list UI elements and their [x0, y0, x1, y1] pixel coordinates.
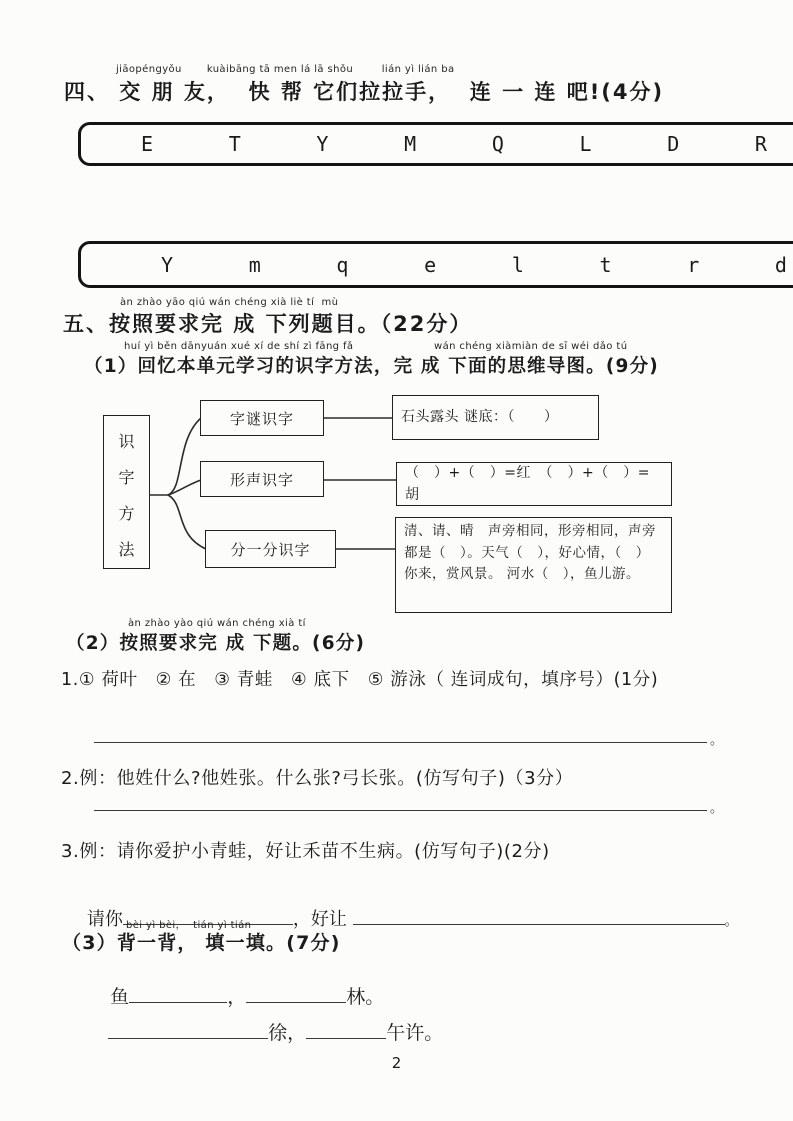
question5-1-heading: （1）回忆本单元学习的识字方法，完 成 下面的思维导图。(9分): [84, 356, 659, 377]
question5-1-pinyin-a: huí yì běn dānyuán xué xí de shí zì fāng fǎ: [124, 341, 354, 352]
mindmap-answer-2-text: （ ）+（ ）=红 （ ）+（ ）=胡: [405, 464, 650, 503]
mindmap-answer-box-1: [392, 395, 599, 440]
question5-3-heading: （3）背一背， 填一填。(7分): [62, 932, 341, 954]
mindmap-answer-box-3: [395, 517, 672, 613]
item-3-text: 3.例：请你爱护小青蛙，好让禾苗不生病。(仿写句子)(2分): [61, 841, 550, 862]
letter: l: [511, 252, 524, 277]
letter: R: [754, 132, 767, 156]
mindmap-answer-box-2: [396, 462, 672, 506]
mindmap-node-fenyifen: 分一分识字: [205, 530, 336, 568]
mindmap-root-node: [103, 415, 150, 569]
letter: L: [579, 132, 592, 156]
mindmap-node-zimi: 字谜识字: [200, 400, 324, 436]
letter: D: [667, 132, 680, 156]
recite-blank-3: [108, 1020, 268, 1039]
answer-line-2-period: 。: [710, 801, 724, 816]
mindmap-diagram: [0, 388, 793, 620]
recite-blank-4: [306, 1020, 386, 1039]
letter: t: [599, 252, 612, 277]
letter: Y: [316, 132, 329, 156]
page-number: 2: [391, 1054, 402, 1072]
fill-sentence-mid: ，好让: [292, 909, 353, 930]
answer-line-1: [94, 719, 707, 743]
fill-blank-2: [353, 907, 725, 925]
question5-2-heading: （2）按照要求完 成 下题。(6分): [66, 633, 366, 654]
item-1-text: 1.① 荷叶 ② 在 ③ 青蛙 ④ 底下 ⑤ 游泳（ 连词成句，填序号）(1分): [61, 670, 659, 690]
question5-pinyin: àn zhào yāo qiú wán chéng xià liè tí mù: [120, 297, 339, 308]
mindmap-root-label: 识字方法: [118, 432, 135, 559]
mindmap-answer-1-text: 石头露头 谜底：（ ）: [401, 409, 559, 426]
question4-pinyin: jiāopéngyǒu kuàibāng tā men lá lā shǒu lián yì lián ba: [116, 64, 455, 75]
letter: M: [404, 132, 417, 156]
mindmap-answer-3-text: 清、请、晴 声旁相同，形旁相同，声旁都是（ ）。天气（ ），好心情，（ ）你来，赏风景。 河水（ ），鱼儿游。: [404, 523, 656, 583]
letter: Y: [161, 252, 174, 277]
recite-line-1-prefix: 鱼: [110, 986, 130, 1008]
item-2-text: 2.例：他姓什么?他姓张。什么张?弓长张。(仿写句子)（3分）: [61, 768, 574, 789]
question4-heading: 四、 交 朋 友， 快 帮 它们拉拉手， 连 一 连 吧!(4分): [64, 80, 665, 104]
letter-box-uppercase: [78, 122, 793, 166]
letter: m: [248, 252, 261, 277]
letter: E: [141, 132, 154, 156]
fill-sentence-prefix: 请你: [86, 909, 123, 930]
mindmap-node-xingsheng: 形声识字: [200, 461, 324, 497]
letter: d: [774, 252, 787, 277]
letter: T: [228, 132, 241, 156]
letter: Q: [491, 132, 504, 156]
question5-2-pinyin: àn zhào yào qiú wán chéng xià tí: [128, 618, 306, 629]
letter: q: [336, 252, 349, 277]
letter: e: [424, 252, 437, 277]
answer-line-2: [94, 787, 707, 811]
recite-line-2-suffix: 午许。: [386, 1022, 444, 1044]
recite-line-1-suffix: 林。: [346, 986, 385, 1008]
recite-line-2-mid: 徐，: [268, 1022, 307, 1044]
question5-3-pinyin: bèi yì bèi， tián yì tián: [126, 920, 252, 931]
question5-1-pinyin-b: wán chéng xiàmiàn de sī wéi dǎo tú: [434, 341, 628, 352]
question5-heading: 五、按照要求完 成 下列题目。（22分）: [63, 312, 473, 336]
recite-line-1-comma: ，: [227, 986, 247, 1008]
answer-line-1-period: 。: [710, 733, 724, 748]
letter-box-lowercase: [78, 241, 793, 288]
fill-sentence-period: 。: [724, 914, 738, 929]
letter: r: [687, 252, 700, 277]
